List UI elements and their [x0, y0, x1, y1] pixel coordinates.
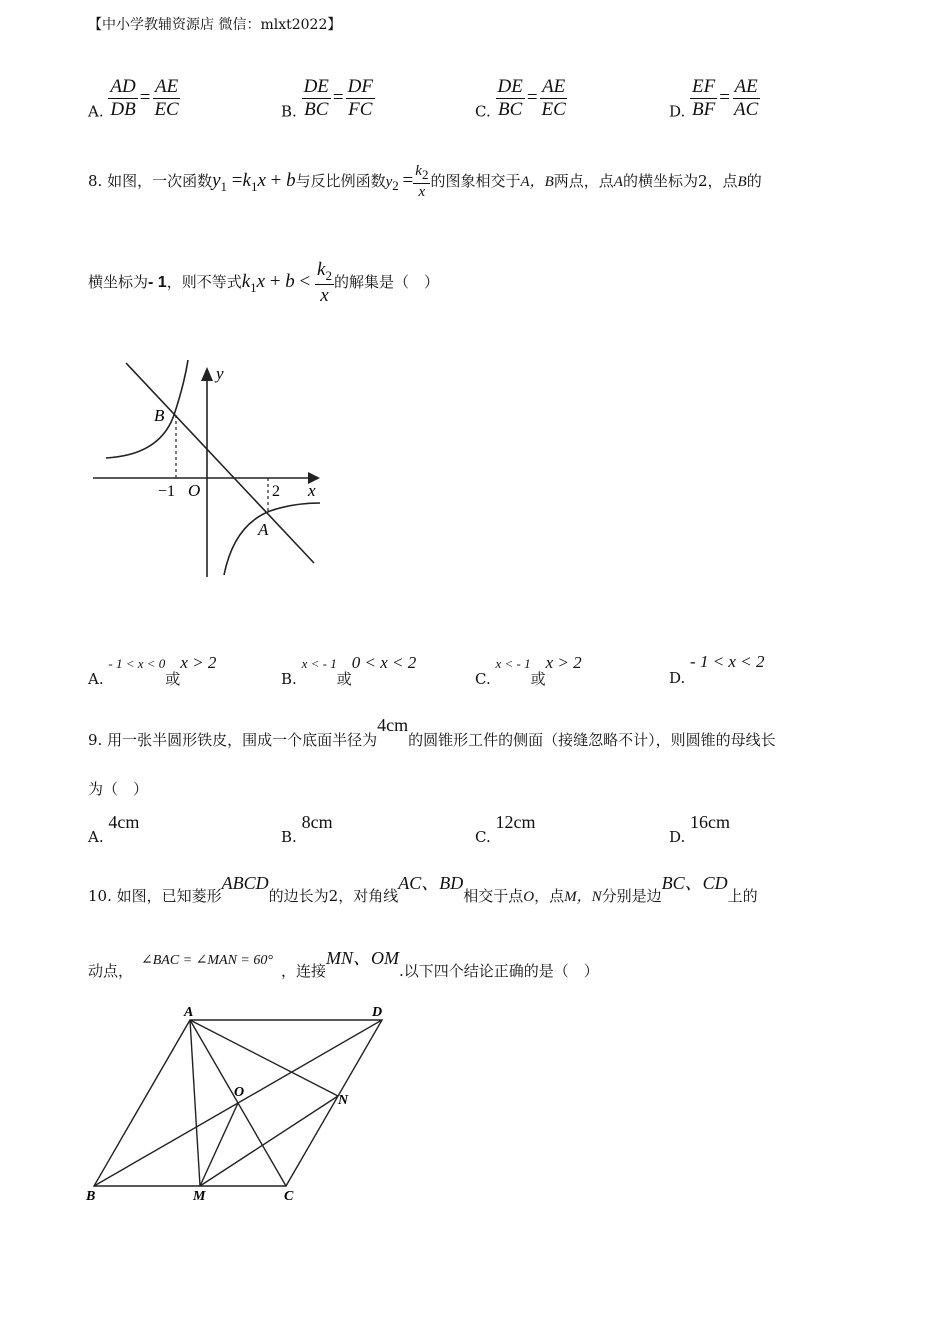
- q9-line-2: 为（ ）: [88, 780, 149, 798]
- frac-num: AE: [154, 76, 179, 97]
- q10-text: 动点，: [88, 962, 134, 980]
- equals-sign: =: [139, 87, 151, 109]
- q8-line-2: [88, 252, 439, 318]
- angle-condition: ∠BAC = ∠MAN = 60°: [141, 953, 273, 968]
- q10-text: ，对角线: [338, 887, 399, 905]
- option-label: D.: [669, 828, 686, 846]
- frac-den: FC: [348, 98, 373, 120]
- q10-text: 分别是边: [601, 887, 662, 905]
- q8-text: 的图象相交于: [430, 172, 521, 190]
- option-part: - 1 < x < 2: [690, 652, 765, 671]
- hyperbola-branch-right: [224, 503, 320, 575]
- q9-option-a[interactable]: [88, 812, 140, 846]
- frac-num: DF: [347, 76, 373, 97]
- tick-2: 2: [272, 483, 280, 500]
- q8-option-a[interactable]: [88, 652, 217, 688]
- option-label: A.: [88, 670, 104, 688]
- question-number: 8.: [88, 172, 103, 190]
- q10-line-2: [88, 947, 599, 996]
- tick-neg1: −1: [158, 483, 176, 500]
- rhombus-name: ABCD: [221, 873, 269, 893]
- option-part: - 1 < x < 0: [108, 656, 166, 671]
- option-part: 0 < x < 2: [351, 653, 417, 672]
- label-d: D: [372, 1005, 383, 1020]
- q8-text: ，点: [707, 172, 738, 190]
- label-o: O: [234, 1085, 245, 1100]
- label-m: M: [193, 1189, 206, 1204]
- option-label: D.: [669, 669, 686, 687]
- q9-text: 9. 用一张半圆形铁皮，围成一个底面半径为: [88, 731, 378, 749]
- frac-den: BC: [304, 98, 329, 120]
- q9-option-c[interactable]: [475, 812, 536, 846]
- q8-graph: [88, 355, 338, 590]
- q8-line-1: [88, 158, 762, 210]
- q8-text: 两点，点: [553, 172, 614, 190]
- q8-text: 的: [746, 172, 762, 190]
- option-value: 16cm: [690, 812, 731, 832]
- q8-options: [88, 652, 948, 688]
- frac-den: DB: [110, 98, 136, 120]
- q8-text: 横坐标为: [88, 273, 149, 291]
- q8-text: 的解集是（ ）: [333, 273, 439, 291]
- segment-am: [190, 1020, 200, 1186]
- header-watermark: 【中小学教辅资源店 微信：mlxt2022】: [88, 17, 342, 33]
- q10-text: .以下四个结论正确的是（ ）: [398, 962, 599, 980]
- frac-den: BF: [692, 98, 716, 120]
- frac-num: AE: [734, 76, 758, 97]
- option-label: C.: [475, 670, 491, 688]
- q9-text: 的圆锥形工件的侧面（接缝忽略不计），则圆锥的母线长: [408, 731, 776, 749]
- inequality: $k_1x + b$ < $\frac{k_2}{x}$: [241, 258, 332, 306]
- value-neg1: - 1: [148, 274, 167, 291]
- y2-expression: $y_2$ = $\frac{k_2}{x}$: [385, 163, 429, 201]
- frac-num: AD: [110, 76, 136, 97]
- point-b: B: [737, 174, 747, 190]
- q7-option-d[interactable]: [669, 76, 760, 121]
- label-a: A: [184, 1005, 194, 1020]
- q8-text: 与反比例函数: [295, 172, 386, 190]
- equals-sign: =: [719, 87, 730, 109]
- option-label: A.: [88, 828, 104, 846]
- q9-radius: 4cm: [377, 715, 409, 735]
- q10-line-1: [88, 872, 758, 920]
- points-ab: A，B: [520, 174, 554, 190]
- option-label: C.: [475, 102, 491, 121]
- y1-expression: $y_1 =k_1x + b$: [212, 170, 296, 194]
- q8-option-b[interactable]: [281, 652, 417, 688]
- diagonals: AC、BD: [398, 873, 464, 893]
- q10-text: ，点: [534, 887, 565, 905]
- equals-sign: =: [332, 87, 344, 109]
- q10-text: 的边长为: [268, 887, 329, 905]
- q10-rhombus-figure: [82, 1002, 392, 1207]
- option-value: 12cm: [495, 812, 536, 832]
- option-value: 4cm: [108, 812, 140, 832]
- q8-text: 如图，一次函数: [107, 172, 213, 190]
- y-axis-arrow: [201, 367, 213, 381]
- point-o: O: [523, 889, 535, 905]
- option-label: C.: [475, 828, 491, 846]
- option-label: B.: [281, 828, 297, 846]
- linear-function-line: [126, 363, 314, 563]
- option-label: B.: [281, 670, 297, 688]
- option-part: x > 2: [545, 653, 582, 672]
- q8-option-d[interactable]: [669, 652, 765, 687]
- frac-den: BC: [498, 98, 523, 120]
- option-label: D.: [669, 102, 686, 121]
- y-label: y: [216, 364, 224, 383]
- points-mn: M，N: [564, 889, 602, 905]
- q7-option-b[interactable]: [281, 76, 375, 121]
- segments-mn-om: MN、OM: [325, 948, 399, 968]
- label-n: N: [338, 1093, 349, 1108]
- option-or: 或: [165, 670, 181, 688]
- label-c: C: [284, 1189, 294, 1204]
- q9-option-d[interactable]: [669, 812, 731, 846]
- q7-option-c[interactable]: [475, 76, 568, 121]
- equals-sign: =: [526, 87, 538, 109]
- frac-den: AC: [733, 98, 759, 120]
- option-or: 或: [530, 670, 546, 688]
- value-two: 2: [697, 172, 708, 190]
- point-a-label: A: [258, 520, 269, 539]
- option-part: x < - 1: [301, 656, 337, 671]
- q9-line-1: [88, 714, 776, 765]
- option-part: x < - 1: [495, 656, 531, 671]
- side-length: 2: [328, 887, 339, 905]
- q8-option-c[interactable]: [475, 652, 582, 688]
- option-or: 或: [336, 670, 352, 688]
- q8-text: ，则不等式: [166, 273, 242, 291]
- point-b-label: B: [154, 406, 165, 425]
- q10-text: 上的: [727, 887, 758, 905]
- frac-num: AE: [542, 76, 566, 97]
- point-a: A: [613, 174, 623, 190]
- origin-label: O: [188, 481, 201, 500]
- sides-bc-cd: BC、CD: [661, 873, 728, 893]
- x-label: x: [308, 481, 316, 500]
- option-label: A.: [88, 102, 104, 121]
- q8-text: 的横坐标为: [622, 172, 698, 190]
- q10-text: 10. 如图，已知菱形: [88, 887, 222, 905]
- frac-den: EC: [541, 98, 566, 120]
- q9-option-b[interactable]: [281, 812, 333, 846]
- hyperbola-branch-left: [106, 360, 188, 458]
- frac-num: DE: [497, 76, 523, 97]
- q10-text: 相交于点: [463, 887, 524, 905]
- frac-num: DE: [303, 76, 329, 97]
- frac-num: EF: [692, 76, 716, 97]
- option-part: x > 2: [180, 653, 217, 672]
- q10-text: ，连接: [280, 962, 326, 980]
- label-b: B: [86, 1189, 96, 1204]
- q7-option-a[interactable]: [88, 76, 181, 121]
- option-label: B.: [281, 102, 297, 121]
- frac-den: EC: [154, 98, 179, 120]
- q9-options: [88, 812, 948, 848]
- option-value: 8cm: [301, 812, 333, 832]
